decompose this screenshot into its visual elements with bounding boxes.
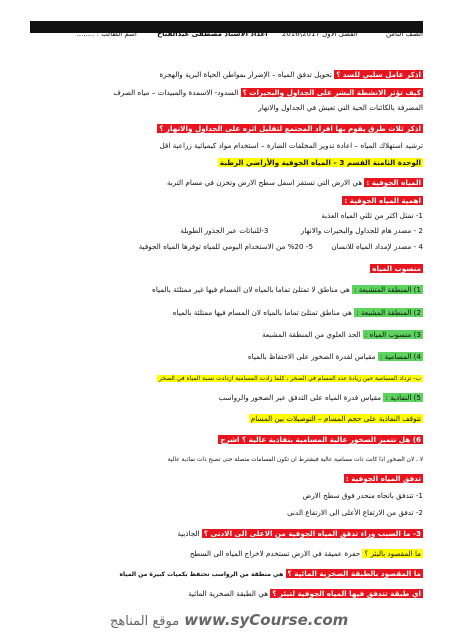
heading-importance: اهمية المياه الجوفية : <box>344 196 421 205</box>
header-bar <box>30 26 423 42</box>
line-8 <box>30 196 423 206</box>
line-7 <box>30 178 423 188</box>
importance-1: 1- تمثل اكثر من ثلثي المياه العذبة <box>321 211 423 220</box>
line-14 <box>30 330 423 340</box>
def-saturated: هي مناطق تمتلئ تماما بالمياه لان المسام فيها ممتلئة بالمياه <box>172 308 352 317</box>
q-aquifer: ما المقصود بالطبقة الصخرية المائية ؟ <box>287 569 421 578</box>
permeability-note: تتوقف النفاذية على حجم المسام – التوصيلات بين المسام <box>250 414 421 423</box>
importance-4: 4 - مصدر لإمداد المياه للانسان <box>331 242 423 251</box>
a-dam-negative: تحويل تدفق المياه – الإضرار بمواطن الحياة البرية والهجرة <box>159 70 332 79</box>
footer-site-ar: موقع المناهج <box>110 614 180 629</box>
line-9b <box>30 226 423 236</box>
line-19 <box>30 435 423 445</box>
line-15 <box>30 352 423 362</box>
section-title: الوحدة الثامنة القسم 3 – المياه الجوفية والأراضي الرطبة <box>219 158 421 167</box>
header-grade: الصف الثامن <box>385 30 423 38</box>
term-permeability: 5) النفاذية : <box>385 393 421 402</box>
a-aquifer-layer: هي الطبقة الصخرية المائية <box>188 589 268 598</box>
a-human-effect: السدود- الاسمدة والمبيدات – مياه الصرف <box>113 88 239 97</box>
line-25 <box>30 549 423 559</box>
q-porosity-permeability: 6) هل تتميز الصخور عالية المسامية بنفاذية عالية ؟ اشرح <box>220 435 421 444</box>
q-flow-reason: 3- ما السبب وراء تدفق المياه الجوفية من الاعلى الى الادنى ؟ <box>203 529 421 538</box>
term-water-table: 3) منسوب المياه : <box>364 330 421 339</box>
term-porosity: 4) المسامية : <box>379 352 421 361</box>
porosity-note: ب- تزداد المسامية حين زيادة عدد المسام في الصخر ، كلما زادت المسامية ازدادت نسبة المياه في الصخر <box>158 375 421 382</box>
line-21 <box>30 474 423 484</box>
term-saturated: 2) المنطقة المشبعة : <box>356 308 421 317</box>
q-aquifer-layer: اي طبقة تتدفق فيها المياه الجوفية لتبئر ؟ <box>272 589 421 598</box>
line-16 <box>30 373 423 384</box>
flow-1: 1- تتدفق باتجاه منحدر فوق سطح الارض <box>302 491 423 500</box>
header-teacher: اعداد الاستاذ مصطفى عبدالفتاح <box>157 30 268 38</box>
line-26 <box>30 569 423 580</box>
a-flow-reason: الجاذبية <box>177 529 200 538</box>
line-2 <box>30 88 423 98</box>
heading-groundwater-flow: تدفق المياه الجوفية : <box>345 474 421 483</box>
line-4 <box>30 124 423 134</box>
line-10 <box>30 242 423 252</box>
def-groundwater: هي الارض التي تستقر اسفل سطح الارض وتخزن في مسام التربة <box>166 178 363 187</box>
line-24 <box>30 529 423 539</box>
header-term: الفصل الأول 2017\2016 <box>281 30 358 38</box>
importance-2: 2 - مصدر هام للجداول والبحيرات والانهار <box>300 226 423 235</box>
q-human-effect: كيف تؤثر الانشطة البشر على الجداول والبحيرات ؟ <box>242 88 421 97</box>
line-9 <box>30 211 423 221</box>
term-groundwater: المياه الجوفية : <box>366 178 421 187</box>
line-13 <box>30 308 423 318</box>
def-permeability: مقياس قدرة المياه على التدفق عبر الصخور والرواسب <box>218 393 382 402</box>
header-student: اسم الطالب : ........ <box>76 30 137 38</box>
a-porosity-permeability: لا ، لان الصخور اذا كانت ذات مسامية عالية فيشترط ان تكون المسامات متصلة حتى تصبح ذات نفاذية عالية <box>167 457 423 463</box>
line-20 <box>30 454 423 465</box>
line-6 <box>30 158 423 168</box>
q-three-ways: اذكر ثلاث طرق يقوم بها افراد المجتمع لتقليل اثره على الجداول والانهار ؟ <box>159 124 421 133</box>
line-22 <box>30 491 423 501</box>
a-well: حفرة عميقة في الارض تستخدم لاخراج المياه الى السطح <box>189 549 361 558</box>
heading-water-table: منسوب المياه <box>372 264 421 273</box>
q-dam-negative: اذكر عامل سلبي للسد ؟ <box>336 70 421 79</box>
q-well: ما المقصود بالبئر ؟ <box>364 549 421 558</box>
footer-site-url: www.syCourse.com <box>184 611 349 629</box>
a-aquifer: هي منطقة من الرواسب تحتفظ بكميات كبيرة من المياه <box>119 571 284 578</box>
line-27 <box>30 589 423 599</box>
term-unsaturated: 1) المنطقة المتشبعة : <box>354 285 421 294</box>
importance-5: 5- 20% من الاستخدام اليومي للمياه توفرها المياه الجوفية <box>138 242 314 251</box>
footer-watermark <box>110 610 370 634</box>
def-unsaturated: هي مناطق لا تمتلئ تماما بالمياه لان المسام فيها غير ممتلئة بالمياه <box>152 285 350 294</box>
def-water-table: الحد العلوي من المنطقة المشبعة <box>262 330 361 339</box>
line-12 <box>30 285 423 295</box>
line-23 <box>30 508 423 518</box>
importance-3: 3-للنباتات عبر الجذور الطويلة <box>180 226 269 235</box>
line-11 <box>30 264 423 274</box>
flow-2: 2- تدفق من الارتفاع الأعلى الى الارتفاع الدنى <box>287 508 423 517</box>
a-human-effect-cont: المصرفة بالكائنات الحية التي تعيش في الجداول والانهار <box>258 103 423 112</box>
line-18 <box>30 414 423 424</box>
line-5 <box>30 141 423 151</box>
line-1 <box>30 70 423 80</box>
a-three-ways: ترشيد استهلاك المياه – اعادة تدوير المخلفات الضارة – استخدام مواد كيميائية زراعية اقل <box>159 141 423 150</box>
def-porosity: مقياس لقدرة الصخور على الاحتفاظ بالمياه <box>247 352 376 361</box>
line-17 <box>30 393 423 403</box>
line-3 <box>30 103 423 113</box>
